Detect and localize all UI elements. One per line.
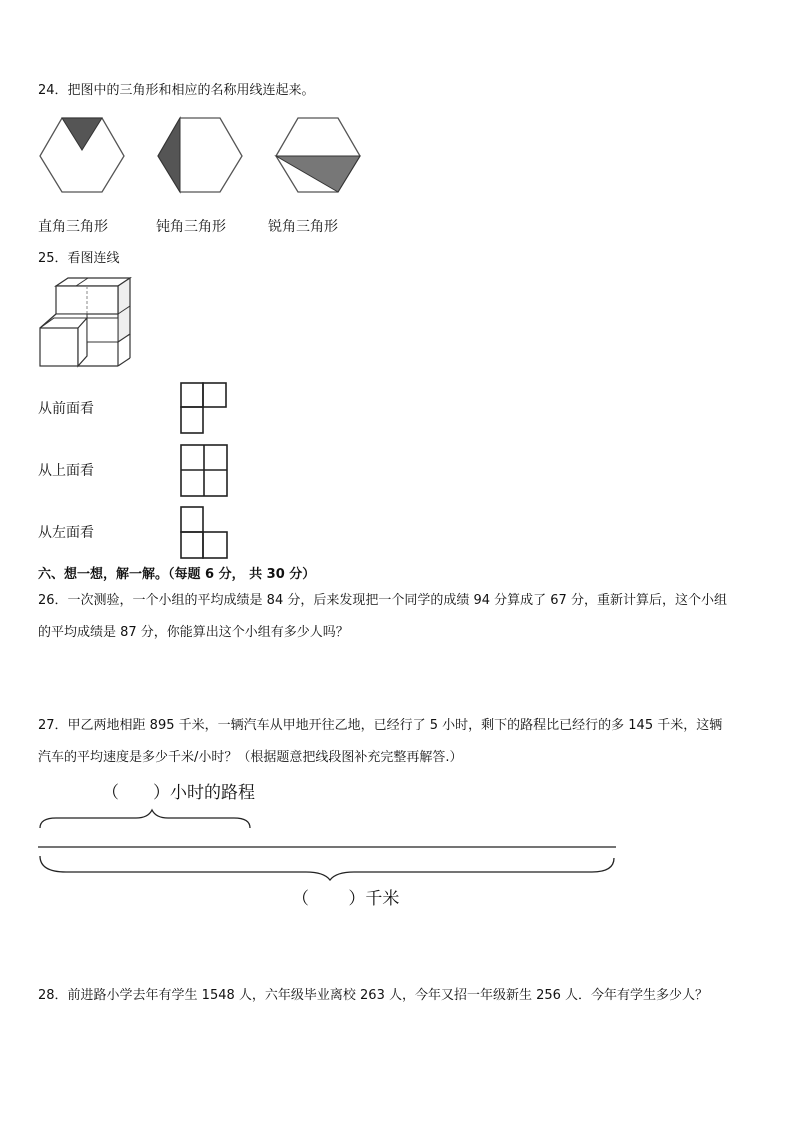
line-segment-diagram xyxy=(36,808,626,878)
q26-line1: 26．一次测验，一个小组的平均成绩是 84 分，后来发现把一个同学的成绩 94 分算成了 67 分，重新计算后，这个小组 xyxy=(38,593,727,608)
q27-line2: 汽车的平均速度是多少千米/小时？（根据题意把线段图补充完整再解答.） xyxy=(38,750,463,765)
diagram-bottom-label: （ ）千米 xyxy=(292,889,400,909)
q28-text: 28．前进路小学去年有学生 1548 人，六年级毕业离校 263 人，今年又招一年级新生 256 人．今年有学生多少人？ xyxy=(38,988,709,1003)
view-label-top: 从上面看 xyxy=(38,463,94,479)
label-right-triangle: 直角三角形 xyxy=(38,219,108,235)
diagram-top-label: （ ）小时的路程 xyxy=(102,783,255,803)
hexagon-figure-2 xyxy=(156,116,246,196)
label-acute-triangle: 锐角三角形 xyxy=(268,219,338,235)
view-label-left: 从左面看 xyxy=(38,525,94,541)
q26-line2: 的平均成绩是 87 分，你能算出这个小组有多少人吗？ xyxy=(38,625,349,640)
hexagon-figure-3 xyxy=(274,116,364,196)
q27-line1: 27．甲乙两地相距 895 千米，一辆汽车从甲地开往乙地，已经行了 5 小时，剩下的路程比已经行的多 145 千米，这辆 xyxy=(38,718,723,733)
view-label-front: 从前面看 xyxy=(38,401,94,417)
view-shape-1 xyxy=(180,382,230,436)
section-heading: 六、想一想，解一解。（每题 6 分， 共 30 分） xyxy=(38,567,316,582)
cube-stack-figure xyxy=(38,276,138,371)
q24-text: 24．把图中的三角形和相应的名称用线连起来。 xyxy=(38,83,315,98)
view-shape-3 xyxy=(180,506,230,560)
q25-text: 25．看图连线 xyxy=(38,251,120,266)
label-obtuse-triangle: 钝角三角形 xyxy=(156,219,226,235)
view-shape-2 xyxy=(180,444,230,498)
hexagon-figure-1 xyxy=(38,116,128,196)
